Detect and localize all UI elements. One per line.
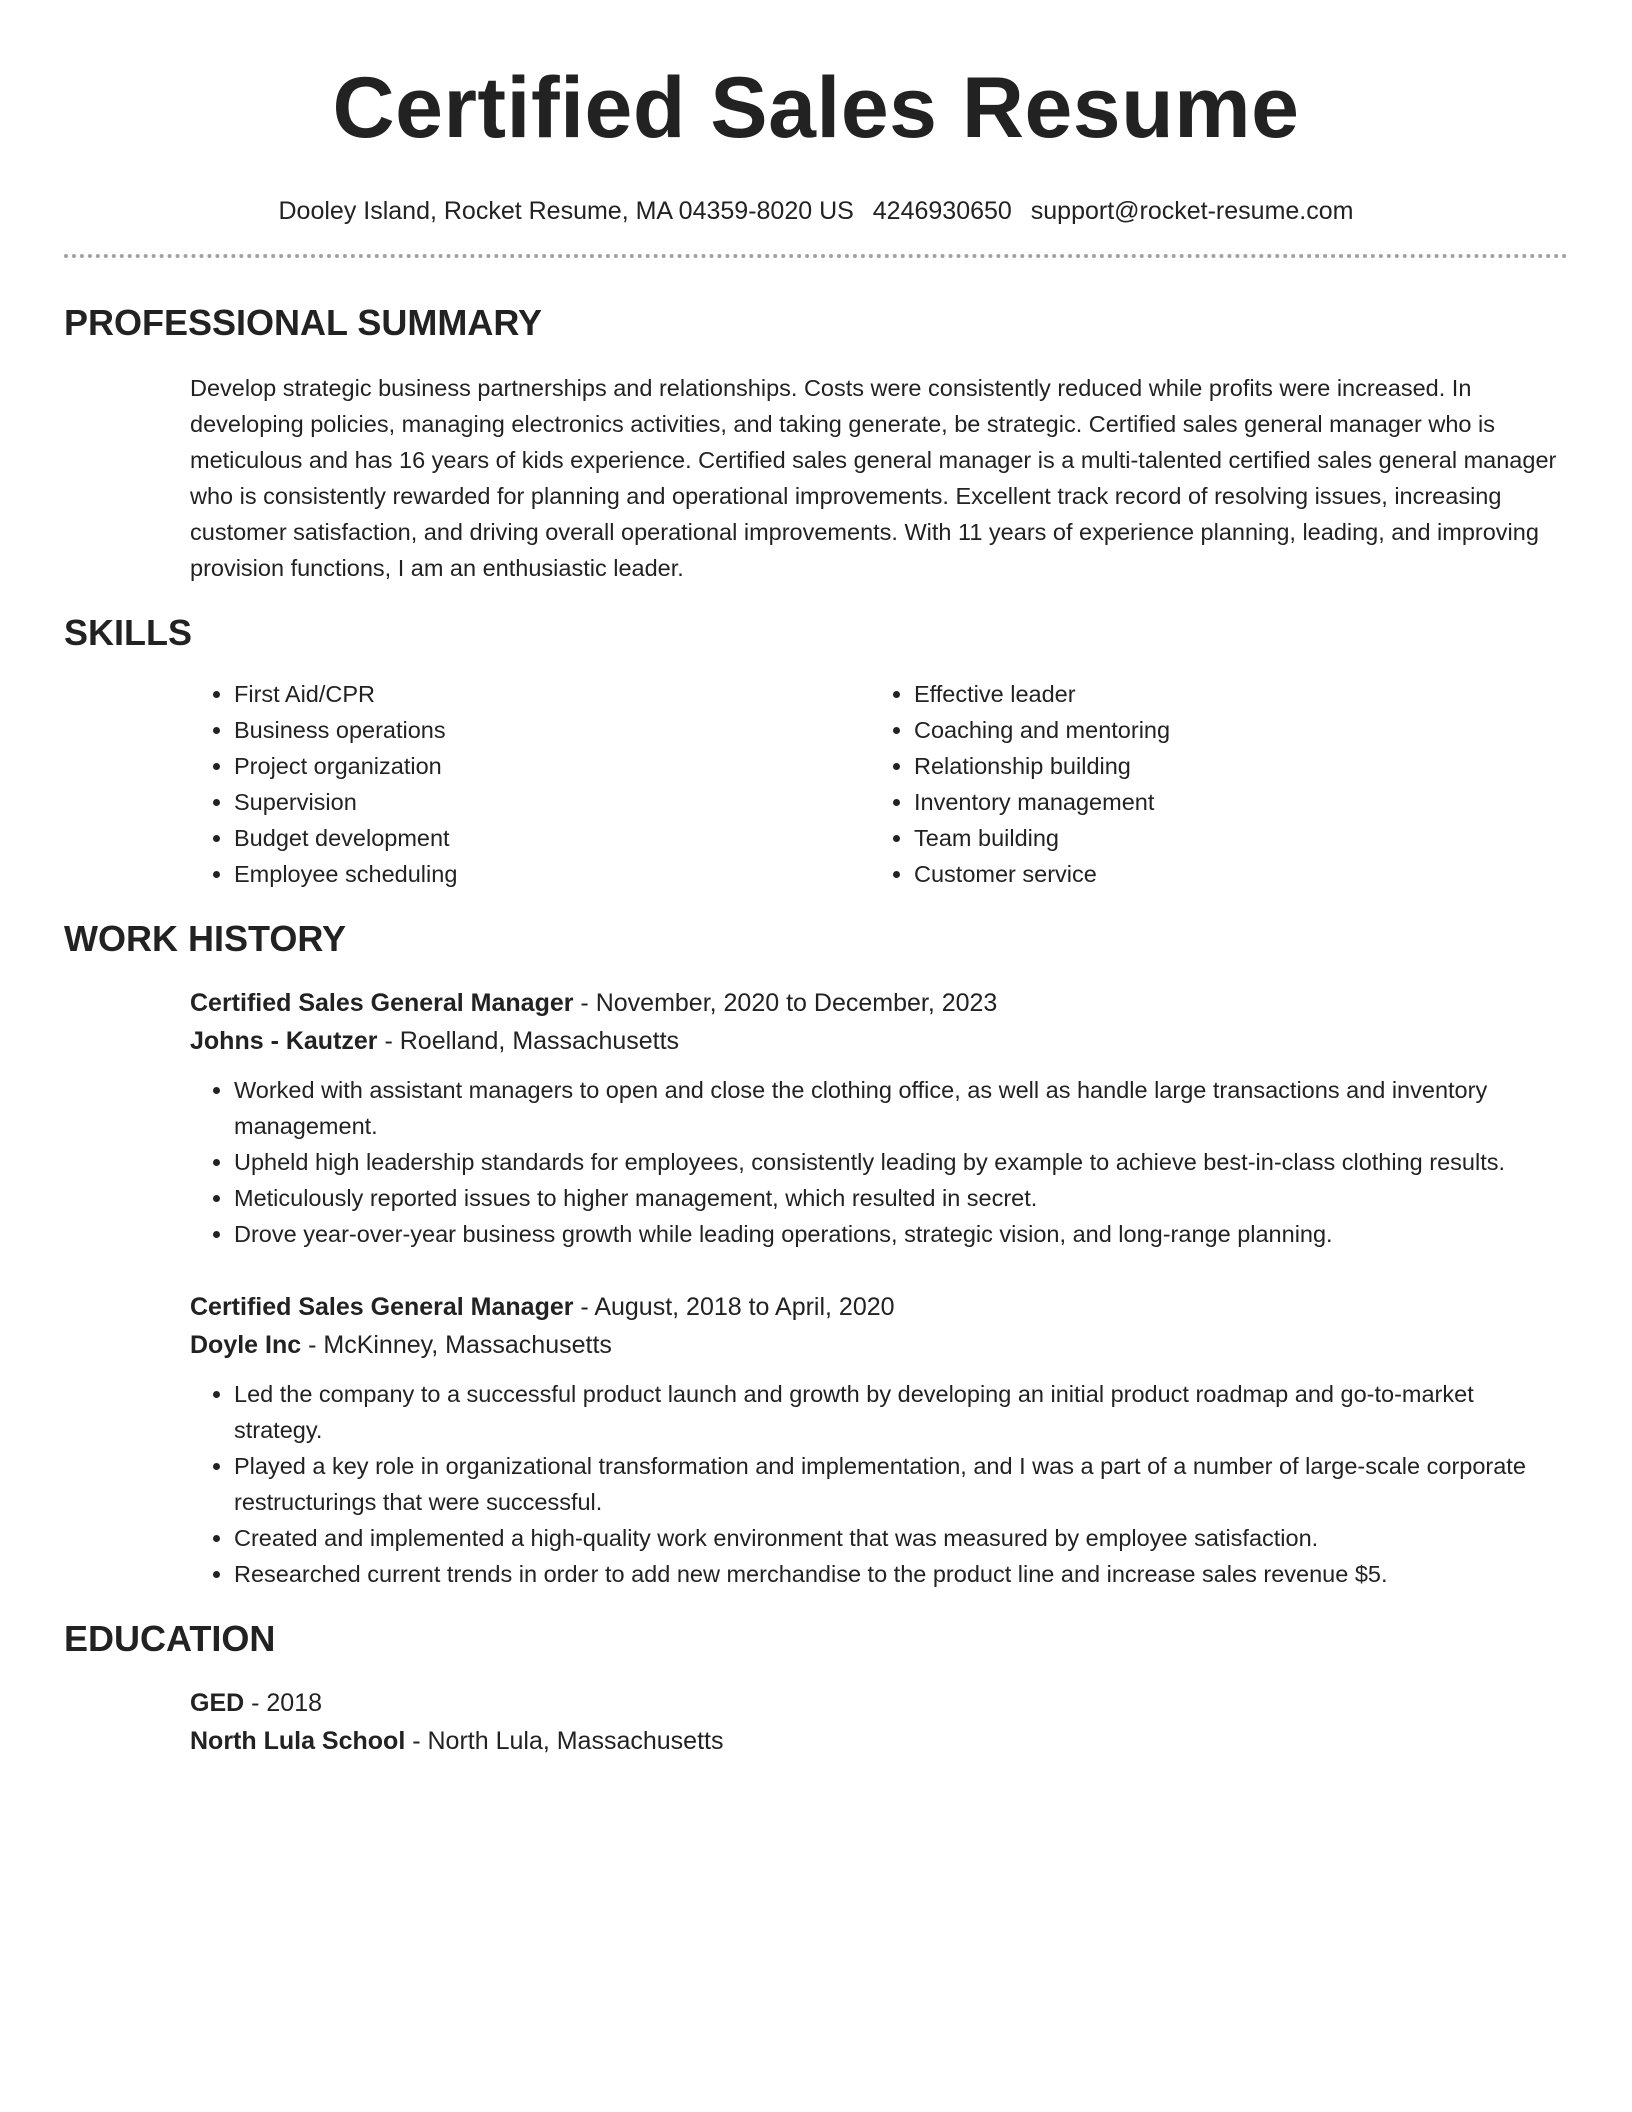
job-bullet: • Created and implemented a high-quality work environment that was measured by employee satisfaction. [234,1520,1568,1556]
contact-line [64,196,1568,226]
job-company: Johns - Kautzer [190,1027,378,1055]
resume-page [64,0,1568,1760]
skill-item: • Budget development [234,820,870,856]
skills-list-right [870,676,1546,892]
school-location: - North Lula, Massachusetts [405,1727,724,1755]
job-entry [190,984,1568,1252]
skill-item: • Customer service [914,856,1546,892]
job-dates: - November, 2020 to December, 2023 [573,989,998,1017]
job-company-line [190,1326,1568,1364]
work-history-section [64,918,1568,1592]
job-dates: - August, 2018 to April, 2020 [573,1293,895,1321]
skill-item: • Relationship building [914,748,1546,784]
skill-item: • Supervision [234,784,870,820]
education-heading: EDUCATION [64,1618,276,1659]
job-company-line [190,1022,1568,1060]
work-history-heading: WORK HISTORY [64,918,347,959]
job-bullet: • Led the company to a successful product launch and growth by developing an initial product roadmap and go-to-market strategy. [234,1376,1568,1448]
skill-item: • First Aid/CPR [234,676,870,712]
contact-phone: 4246930650 [872,197,1012,225]
contact-email: support@rocket-resume.com [1030,197,1354,225]
summary-heading: PROFESSIONAL SUMMARY [64,302,543,343]
job-position: Certified Sales General Manager [190,989,574,1017]
job-entry [190,1288,1568,1592]
skills-list-left [190,676,870,892]
skill-item: • Project organization [234,748,870,784]
summary-text: Develop strategic business partnerships and relationships. Costs were consistently reduced while profits were increased. In developing policies, managing electronics activities, and taking generate, be strategic. Certified sales general manager who is meticulous and has 16 years of kids experience. Certified sales general manager is a multi-talented certified sales general manager who is consistently rewarded for planning and operational improvements. Excellent track record of resolving issues, increasing customer satisfaction, and driving overall operational improvements. With 11 years of experience planning, leading, and improving provision functions, I am an enthusiastic leader. [190,375,1557,581]
education-entry [190,1684,1568,1760]
degree-year: - 2018 [244,1689,323,1717]
job-bullet: • Drove year-over-year business growth while leading operations, strategic vision, and long-range planning. [234,1216,1568,1252]
education-section [64,1618,1568,1760]
job-company: Doyle Inc [190,1331,302,1359]
job-bullet: • Upheld high leadership standards for employees, consistently leading by example to achieve best-in-class clothing results. [234,1144,1568,1180]
school-line [190,1722,1568,1760]
job-location: - Roelland, Massachusetts [377,1027,680,1055]
skill-item: • Inventory management [914,784,1546,820]
skills-section [64,612,1568,892]
job-bullets [190,1072,1568,1252]
job-location: - McKinney, Massachusetts [301,1331,612,1359]
resume-title: Certified Sales Resume [332,60,1300,156]
job-position: Certified Sales General Manager [190,1293,574,1321]
job-bullet: • Worked with assistant managers to open and close the clothing office, as well as handle large transactions and inventory management. [234,1072,1568,1144]
skill-item: • Effective leader [914,676,1546,712]
contact-address: Dooley Island, Rocket Resume, MA 04359-8020 US [278,197,854,225]
header-divider [64,254,1568,258]
skill-item: • Employee scheduling [234,856,870,892]
skills-heading: SKILLS [64,612,193,653]
skill-item: • Team building [914,820,1546,856]
summary-section [64,302,1568,586]
school-name: North Lula School [190,1727,406,1755]
skill-item: • Coaching and mentoring [914,712,1546,748]
job-bullet: • Meticulously reported issues to higher management, which resulted in secret. [234,1180,1568,1216]
job-title-line [190,1288,1568,1326]
skills-columns [190,676,1568,892]
job-bullet: • Played a key role in organizational transformation and implementation, and I was a part of a number of large-scale corporate restructurings that were successful. [234,1448,1568,1520]
job-bullet: • Researched current trends in order to add new merchandise to the product line and increase sales revenue $5. [234,1556,1568,1592]
skill-item: • Business operations [234,712,870,748]
degree: GED [190,1689,245,1717]
job-bullets [190,1376,1568,1592]
degree-line [190,1684,1568,1722]
job-title-line [190,984,1568,1022]
